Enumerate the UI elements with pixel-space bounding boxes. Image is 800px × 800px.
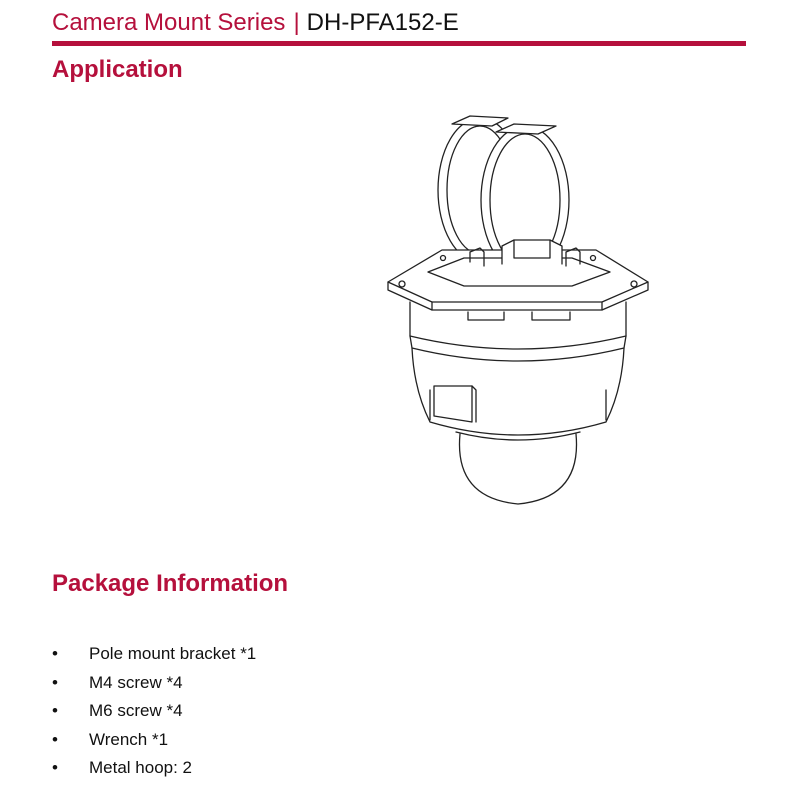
list-item-label: Pole mount bracket *1 <box>89 644 257 663</box>
bullet-icon: • <box>52 729 58 749</box>
bullet-icon: • <box>52 672 58 692</box>
list-item <box>52 726 256 755</box>
list-item-label: M6 screw *4 <box>89 701 183 720</box>
list-item-label: Metal hoop: 2 <box>89 758 193 777</box>
series-name: Camera Mount Series <box>52 9 286 36</box>
package-information-title: Package Information <box>52 570 289 597</box>
header-separator: | <box>293 9 300 36</box>
list-item <box>52 640 256 669</box>
list-item <box>52 697 256 726</box>
application-title: Application <box>52 56 183 83</box>
pole-mount-dome-camera-drawing <box>380 100 660 510</box>
list-item-label: M4 screw *4 <box>89 672 183 692</box>
list-item <box>52 754 256 783</box>
bullet-icon: • <box>52 701 58 720</box>
list-item-label: Wrench *1 <box>89 729 169 749</box>
document-header <box>52 6 746 42</box>
package-list <box>52 640 256 783</box>
list-item <box>52 669 256 698</box>
header-rule <box>52 41 746 46</box>
model-number: DH-PFA152-E <box>306 9 459 36</box>
bullet-icon: • <box>52 644 58 663</box>
bullet-icon: • <box>52 758 58 777</box>
